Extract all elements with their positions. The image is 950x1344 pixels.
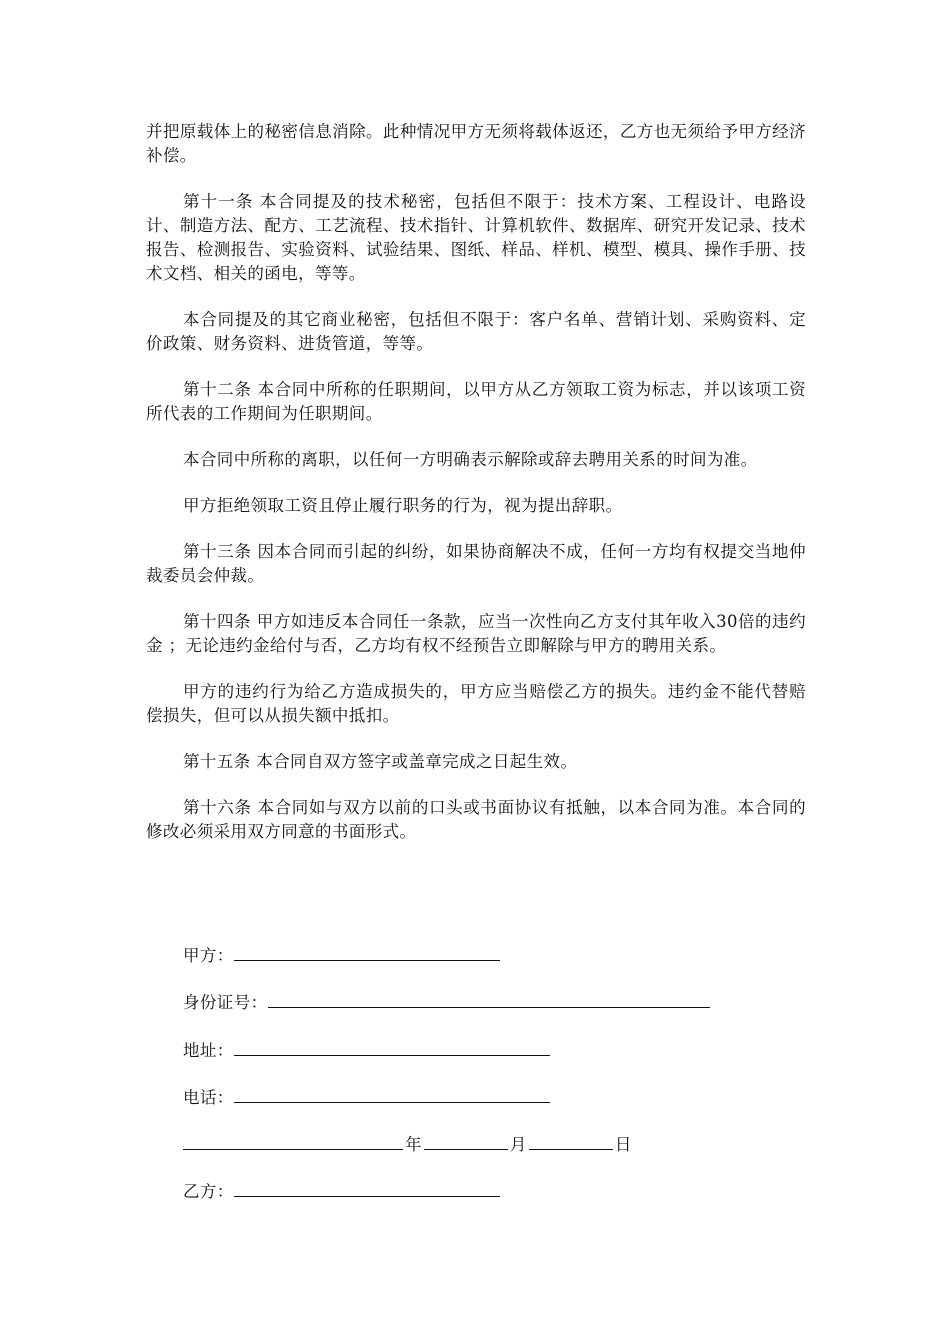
year-blank[interactable]	[183, 1135, 403, 1150]
party-b-signature-line	[183, 1180, 500, 1204]
month-label: 月	[509, 1135, 527, 1154]
day-label: 日	[614, 1135, 632, 1154]
phone-line	[183, 1086, 550, 1110]
paragraph-article-16: 第十六条 本合同如与双方以前的口头或书面协议有抵触，以本合同为准。本合同的修改必须采用双方同意的书面形式。	[146, 798, 806, 841]
day-blank[interactable]	[529, 1135, 613, 1150]
paragraph-carrier-return: 并把原载体上的秘密信息消除。此种情况甲方无须将载体返还，乙方也无须给予甲方经济补偿。	[146, 122, 806, 165]
address-line	[183, 1039, 550, 1063]
paragraph-article-11: 第十一条 本合同提及的技术秘密，包括但不限于：技术方案、工程设计、电路设计、制造方法、配方、工艺流程、技术指针、计算机软件、数据库、研究开发记录、技术报告、检测报告、实验资料、试验结果、图纸、样品、样机、模型、模具、操作手册、技术文档、相关的函电，等等。	[146, 192, 806, 283]
paragraph-damages: 甲方的违约行为给乙方造成损失的，甲方应当赔偿乙方的损失。违约金不能代替赔偿损失，但可以从损失额中抵扣。	[146, 682, 806, 725]
party-a-label: 甲方：	[183, 946, 234, 965]
contract-body	[146, 120, 806, 866]
paragraph-article-14: 第十四条 甲方如违反本合同任一条款，应当一次性向乙方支付其年收入30倍的违约金 ；无论违约金给付与否，乙方均有权不经预告立即解除与甲方的聘用关系。	[146, 612, 806, 655]
party-a-signature-line	[183, 944, 500, 968]
phone-label: 电话：	[183, 1088, 234, 1107]
address-blank[interactable]	[234, 1041, 550, 1056]
paragraph-other-secrets: 本合同提及的其它商业秘密，包括但不限于：客户名单、营销计划、采购资料、定价政策、财务资料、进货管道，等等。	[146, 310, 806, 353]
month-blank[interactable]	[424, 1135, 508, 1150]
paragraph-refuse-salary: 甲方拒绝领取工资且停止履行职务的行为，视为提出辞职。	[183, 496, 623, 515]
address-label: 地址：	[183, 1041, 234, 1060]
date-line	[183, 1133, 634, 1157]
paragraph-resignation: 本合同中所称的离职，以任何一方明确表示解除或辞去聘用关系的时间为准。	[183, 450, 758, 469]
party-a-blank[interactable]	[234, 946, 500, 961]
paragraph-article-12: 第十二条 本合同中所称的任职期间，以甲方从乙方领取工资为标志，并以该项工资所代表的工作期间为任职期间。	[146, 380, 806, 423]
party-b-blank[interactable]	[234, 1182, 500, 1197]
year-label: 年	[405, 1135, 422, 1154]
id-number-blank[interactable]	[268, 993, 710, 1008]
id-number-line	[183, 991, 710, 1015]
phone-blank[interactable]	[234, 1088, 550, 1103]
paragraph-article-13: 第十三条 因本合同而引起的纠纷，如果协商解决不成，任何一方均有权提交当地仲裁委员会仲裁。	[146, 542, 806, 585]
id-number-label: 身份证号：	[183, 993, 268, 1012]
paragraph-article-15: 第十五条 本合同自双方签字或盖章完成之日起生效。	[183, 752, 578, 771]
party-b-label: 乙方：	[183, 1182, 234, 1201]
